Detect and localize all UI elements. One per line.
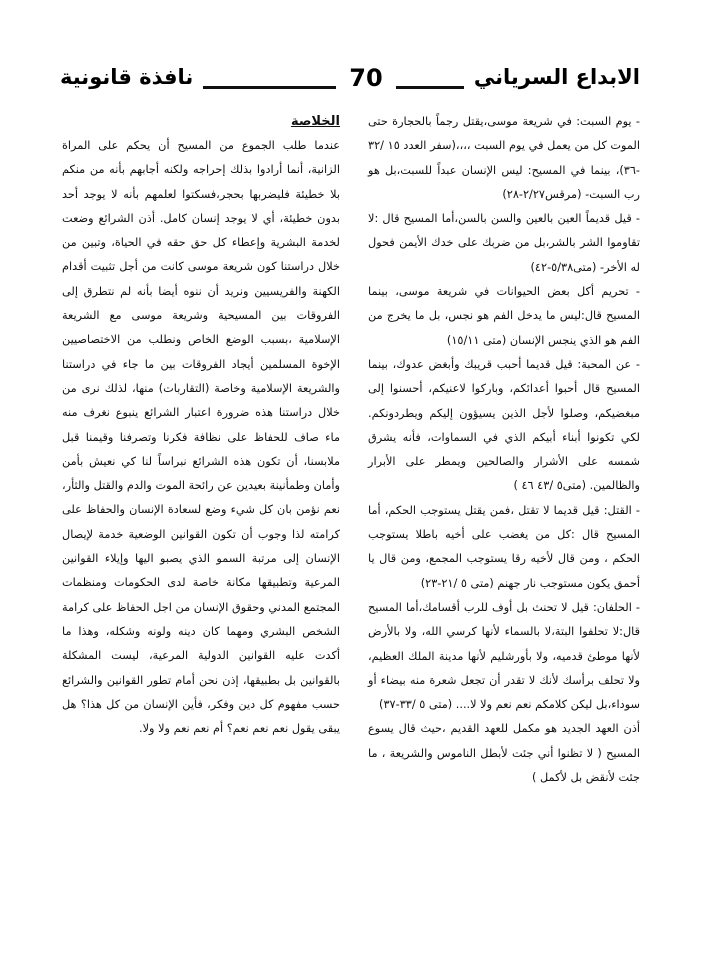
paragraph-oaths: - الحلفان: قيل لا تحنث بل أوف للرب أقسامك،أما المسيح قال:لا تحلفوا البتة،لا بالسماء لأنها كرسي الله، ولا بالأرض لأنها موطئ قدميه، ولا بأورشليم لأنها مدينة الملك العظيم، ولا تحلف برأسك لأنك لا تقدر أن تجعل شعرة منه بيضاء أو سوداء،بل ليكن كلامكم نعم نعم ولا لا.... (متى ٥ /٣٣-٣٧) (368, 600, 640, 712)
paragraph-eye-for-eye: - قيل قديماً العين بالعين والسن بالسن،أما المسيح قال :لا تقاوموا الشر بالشر،بل من ضربك على خدك الأيمن فحول له الأخر- (متى٥/٣٨-٤٢) (368, 212, 640, 274)
paragraph-animals: - تحريم أكل بعض الحيوانات في شريعة موسى، بينما المسيح قال:ليس ما يدخل الفم هو نجس، بل ما يخرج من الفم هو الذي ينجس الإنسان (متى ١٥/١١) (368, 285, 640, 347)
left-column (62, 110, 340, 741)
paragraph-love: - عن المحبة: قيل قديما أحبب قريبك وأبغض عدوك، بينما المسيح قال أحبوا أعدائكم، وباركوا لاعنيكم، أحسنوا إلى مبغضيكم، وصلوا لأجل الذين يسيؤون إليكم ويطردونكم. لكي تكونوا أبناء أبيكم الذي في السماوات، فأنه يشرق شمسه على الأشرار والصالحين ويمطر على الأبرار والظالمين. (متى٥ /٤٣ ٤٦ ) (368, 357, 640, 493)
page-header (60, 62, 640, 94)
right-column (368, 110, 640, 790)
conclusion-heading: الخلاصة (290, 114, 340, 129)
paragraph-sabbath: - يوم السبت: في شريعة موسى،يقتل رجماً بالحجارة حتى الموت كل من يعمل في يوم السبت ،،،،(سفر العدد ١٥ /٣٢ -٣٦)، بينما في المسيح: ليس الإنسان عبداً للسبت،بل هو رب السبت- (مرقس٢/٢٧-٢٨) (368, 115, 640, 201)
paragraph-new-covenant: أذن العهد الجديد هو مكمل للعهد القديم ،حيث قال يسوع المسيح ( لا تظنوا أني جئت لأبطل الناموس والشريعة ، ما جئت لأنقض بل لأكمل ) (368, 722, 640, 785)
paragraph-killing: - القتل: قيل قديما لا تقتل ،فمن يقتل يستوجب الحكم، أما المسيح قال :كل من يغضب على أخيه باطلا يستوجب الحكم ، ومن قال لأخيه رقا يستوجب المجمع، ومن قال يا أحمق يكون مستوجب نار جهنم (متى ٥ /٢١-٢٣) (368, 503, 640, 590)
page-number: 70 (336, 62, 396, 94)
section-title: نافذة قانونية (60, 62, 203, 92)
conclusion-paragraph: عندما طلب الجموع من المسيح أن يحكم على المراة الزانية، أنما أرادوا بذلك إحراجه ولكنه أجابهم بأنه من منكم بلا خطيئة فليضربها بحجر،فسكتوا لعلمهم بأنه لا يوجد أحد بدون خطيئة، أي لا يوجد إنسان كامل. أذن الشرائع وضعت لخدمة البشرية وإعطاء كل حق حقه في الحياة، وتبين من خلال دراستنا كون شريعة موسى كانت من أجل تثبيت أقدام الكهنة والفريسيين ونريد أن ننوه أيضا بأنه لم نتطرق إلى الفروقات بين المسيحية وشريعة موسى مع الشريعة الإسلامية ،بسبب الوضع الخاص ونطلب من الاختصاصيين الإخوة المسلمين أيجاد الفروقات بين ما جاء في دراستنا والشريعة الإسلامية وخاصة (التقاربات) منها، لذلك نرى من خلال دراستنا هذه ضرورة اعتبار الشرائع ينبوع نغرف منه ماء صاف للحفاظ على نظافة فكرنا وتصرفنا وقيمنا قبل ملابسنا، أن تكون هذه الشرائع نبراساً لنا كي نعيش بأمن وأمان وطمأنينة بعيدين عن رائحة الموت والدم والقتل والثأر، نعم نؤمن بان كل شيء وضع لسعادة الإنسان والحفاظ على كرامته لذا وجوب أن تكون القوانين الوضعية خدمة لإيصال الإنسان إلى مرتبة السمو الذي يصبو اليها وإيلاء القوانين المرعية وتطبيقها مكانة خاصة لدى الحكومات ومنظمات المجتمع المدني وحقوق الإنسان من اجل الحفاظ على كرامة الشخص البشري ومهما كان دينه ولونه وشكله، وهذا ما أكدت عليه القوانين الدولية المرعية، ليست المشكلة بالقوانين بل بطبيقها، إذن نحن أمام تطور القوانين والشرائع حسب مفهوم كل دين وفكر، فأين الإنسان من كل هذا؟ هل يبقى يقول نعم نعم نعم؟ أم نعم نعم ولا ولا. (62, 139, 340, 736)
magazine-title: الابداع السرياني (464, 62, 640, 92)
